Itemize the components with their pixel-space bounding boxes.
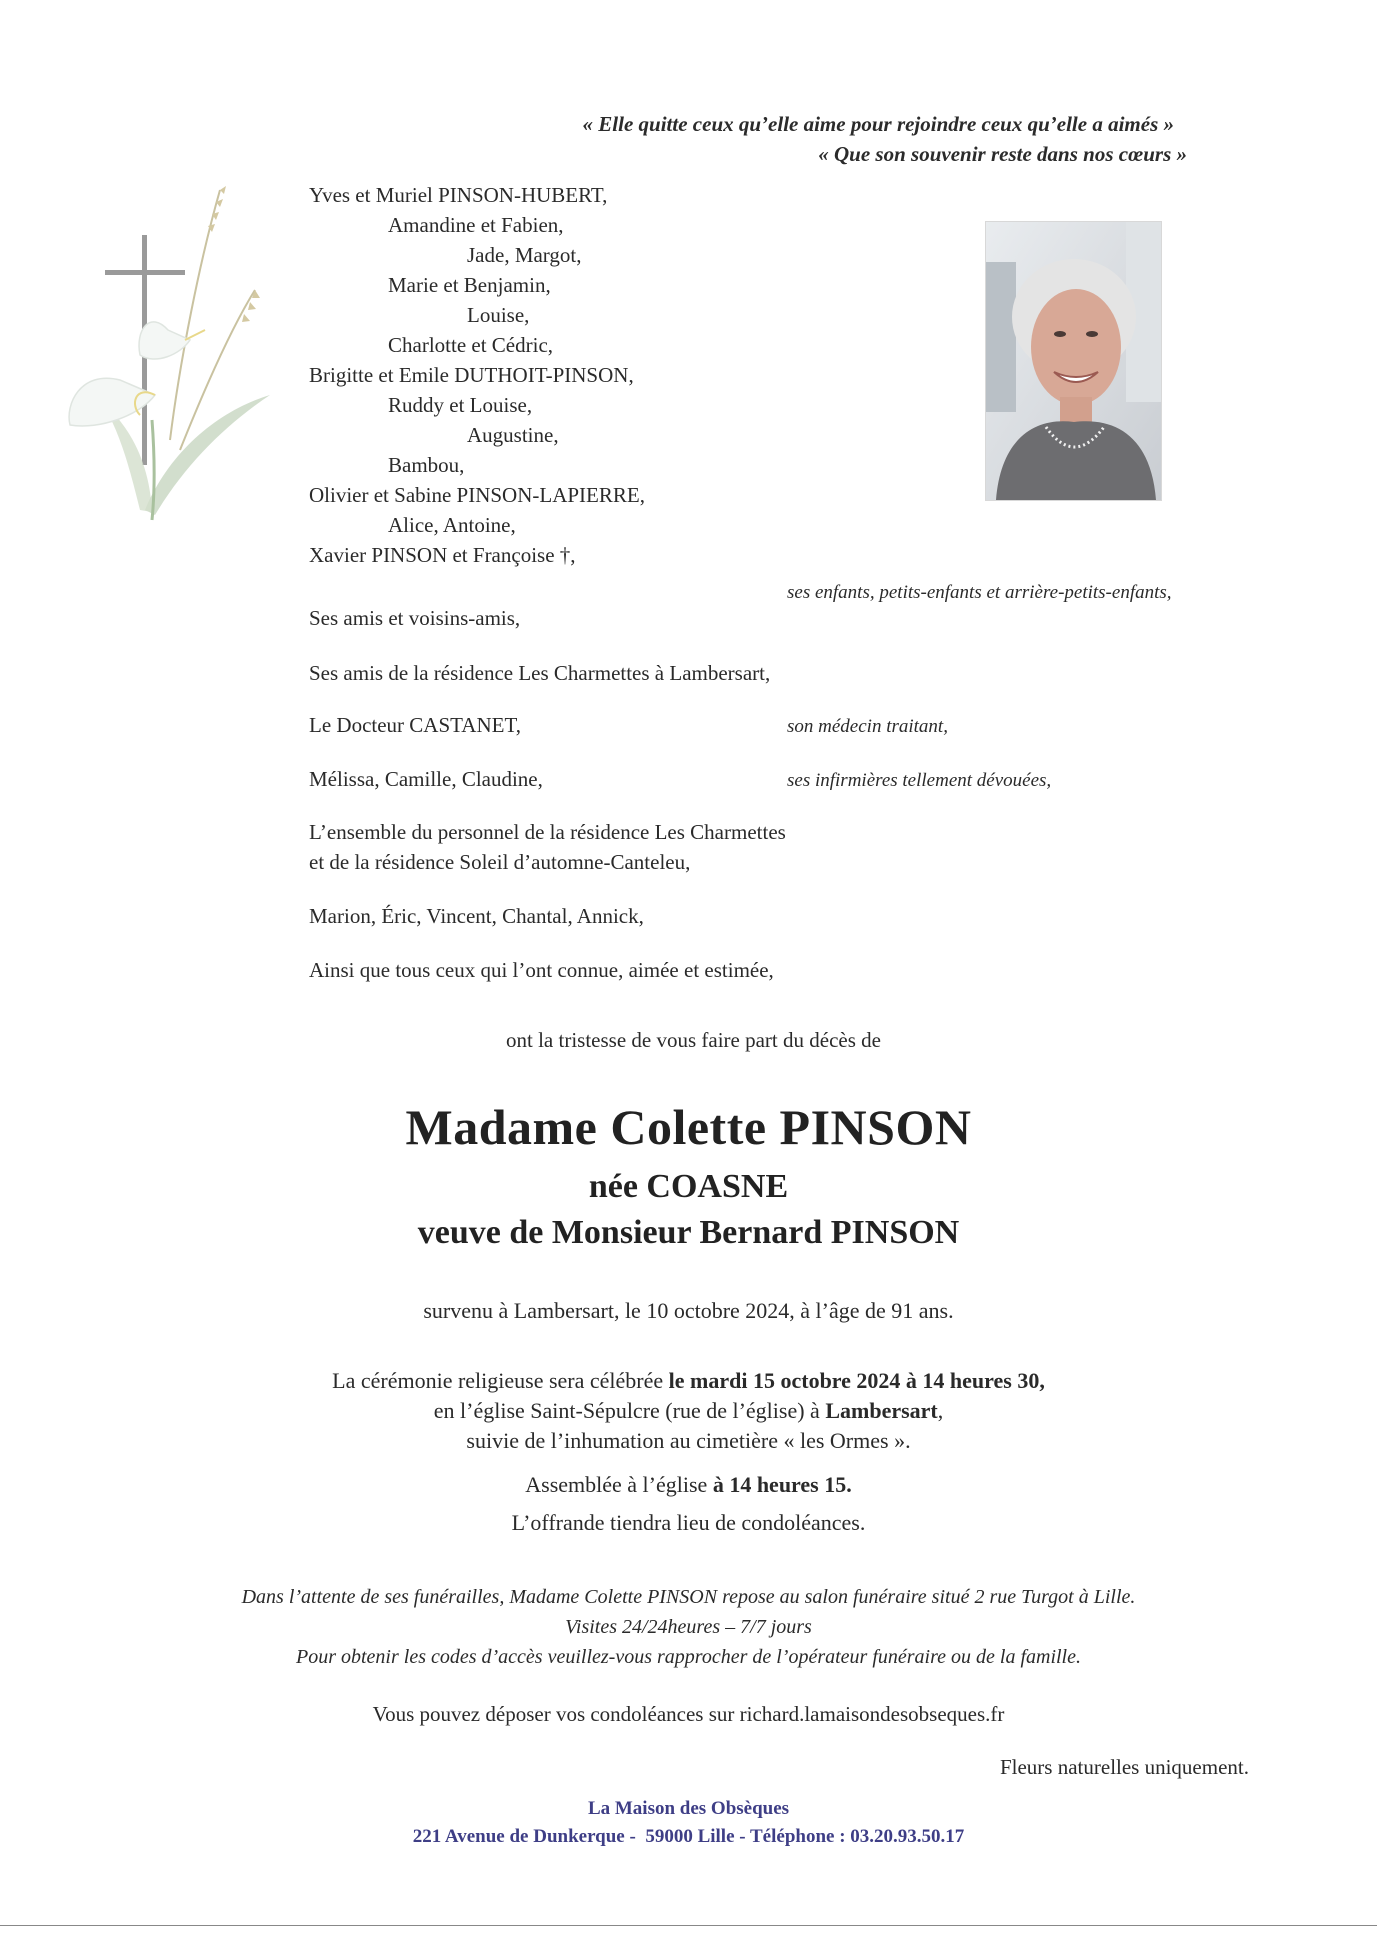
doctor-name: Le Docteur CASTANET, — [309, 713, 521, 737]
burial-line: suivie de l’inhumation au cimetière « les Ormes ». — [466, 1428, 911, 1453]
rest-line-3: Pour obtenir les codes d’accès veuillez-vous rapprocher de l’opérateur funéraire ou de la famille. — [295, 1646, 1081, 1668]
funeral-home-address: 221 Avenue de Dunkerque - 59000 Lille - Téléphone : 03.20.93.50.17 — [412, 1826, 965, 1847]
family-line: Augustine, — [467, 423, 559, 447]
doctor-role: son médecin traitant, — [787, 716, 948, 737]
ceremony-line-1 — [0, 1368, 1377, 1394]
ceremony-town: Lambersart — [825, 1398, 938, 1423]
family-role: ses enfants, petits-enfants et arrière-petits-enfants, — [787, 582, 1172, 603]
rest-line-1: Dans l’attente de ses funérailles, Madame Colette PINSON repose au salon funéraire situé 2 rue Turgot à Lille. — [241, 1586, 1136, 1608]
family-line: Marie et Benjamin, — [388, 273, 551, 297]
offering-line: L’offrande tiendra lieu de condoléances. — [511, 1510, 866, 1535]
flowers-line: Fleurs naturelles uniquement. — [999, 1755, 1249, 1779]
funeral-home-name: La Maison des Obsèques — [587, 1798, 790, 1819]
bottom-divider — [0, 1925, 1377, 1926]
assembly-line — [0, 1472, 1377, 1498]
residence-friends-line: Ses amis de la résidence Les Charmettes à Lambersart, — [309, 661, 771, 685]
deceased-widow: veuve de Monsieur Bernard PINSON — [417, 1214, 960, 1251]
rest-line-2: Visites 24/24heures – 7/7 jours — [565, 1616, 812, 1638]
nurses-role: ses infirmières tellement dévouées, — [787, 770, 1052, 791]
staff-line-2: et de la résidence Soleil d’automne-Canteleu, — [309, 850, 691, 874]
ceremony-date: le mardi 15 octobre 2024 à 14 heures 30, — [668, 1368, 1045, 1393]
family-line: Alice, Antoine, — [388, 513, 516, 537]
condolences-line: Vous pouvez déposer vos condoléances sur richard.lamaisondesobseques.fr — [372, 1702, 1005, 1726]
family-line: Jade, Margot, — [467, 243, 582, 267]
family-line: Amandine et Fabien, — [388, 213, 564, 237]
nurses-names: Mélissa, Camille, Claudine, — [309, 767, 543, 791]
family-line: Olivier et Sabine PINSON-LAPIERRE, — [309, 483, 645, 507]
quote-line-1: « Elle quitte ceux qu’elle aime pour rejoindre ceux qu’elle a aimés » — [582, 112, 1174, 136]
assembly-prefix: Assemblée à l’église — [525, 1472, 713, 1497]
deceased-name: Madame Colette PINSON — [405, 1099, 972, 1155]
cross-lily-decoration — [60, 180, 280, 540]
announce-line: ont la tristesse de vous faire part du décès de — [506, 1028, 881, 1052]
all-line: Ainsi que tous ceux qui l’ont connue, aimée et estimée, — [309, 958, 774, 982]
others-line: Marion, Éric, Vincent, Chantal, Annick, — [309, 904, 644, 928]
death-info: survenu à Lambersart, le 10 octobre 2024, à l’âge de 91 ans. — [423, 1298, 954, 1323]
church-suffix: , — [937, 1398, 944, 1423]
family-line: Ruddy et Louise, — [388, 393, 533, 417]
quote-line-2: « Que son souvenir reste dans nos cœurs » — [818, 142, 1187, 166]
family-line: Bambou, — [388, 453, 465, 477]
assembly-time: à 14 heures 15. — [712, 1472, 852, 1497]
church-prefix: en l’église Saint-Sépulcre (rue de l’église) à — [433, 1398, 826, 1423]
family-line: Brigitte et Emile DUTHOIT-PINSON, — [309, 363, 634, 387]
friends-line: Ses amis et voisins-amis, — [309, 606, 521, 630]
family-line: Louise, — [467, 303, 530, 327]
portrait-image — [986, 222, 1161, 500]
staff-line-1: L’ensemble du personnel de la résidence Les Charmettes — [309, 820, 786, 844]
ceremony-line-2 — [0, 1398, 1377, 1424]
family-line: Yves et Muriel PINSON-HUBERT, — [309, 183, 608, 207]
deceased-photo — [985, 221, 1162, 501]
family-line: Xavier PINSON et Françoise †, — [309, 543, 576, 567]
family-line: Charlotte et Cédric, — [388, 333, 554, 357]
deceased-born: née COASNE — [588, 1168, 789, 1205]
ceremony-prefix: La cérémonie religieuse sera célébrée — [332, 1368, 669, 1393]
